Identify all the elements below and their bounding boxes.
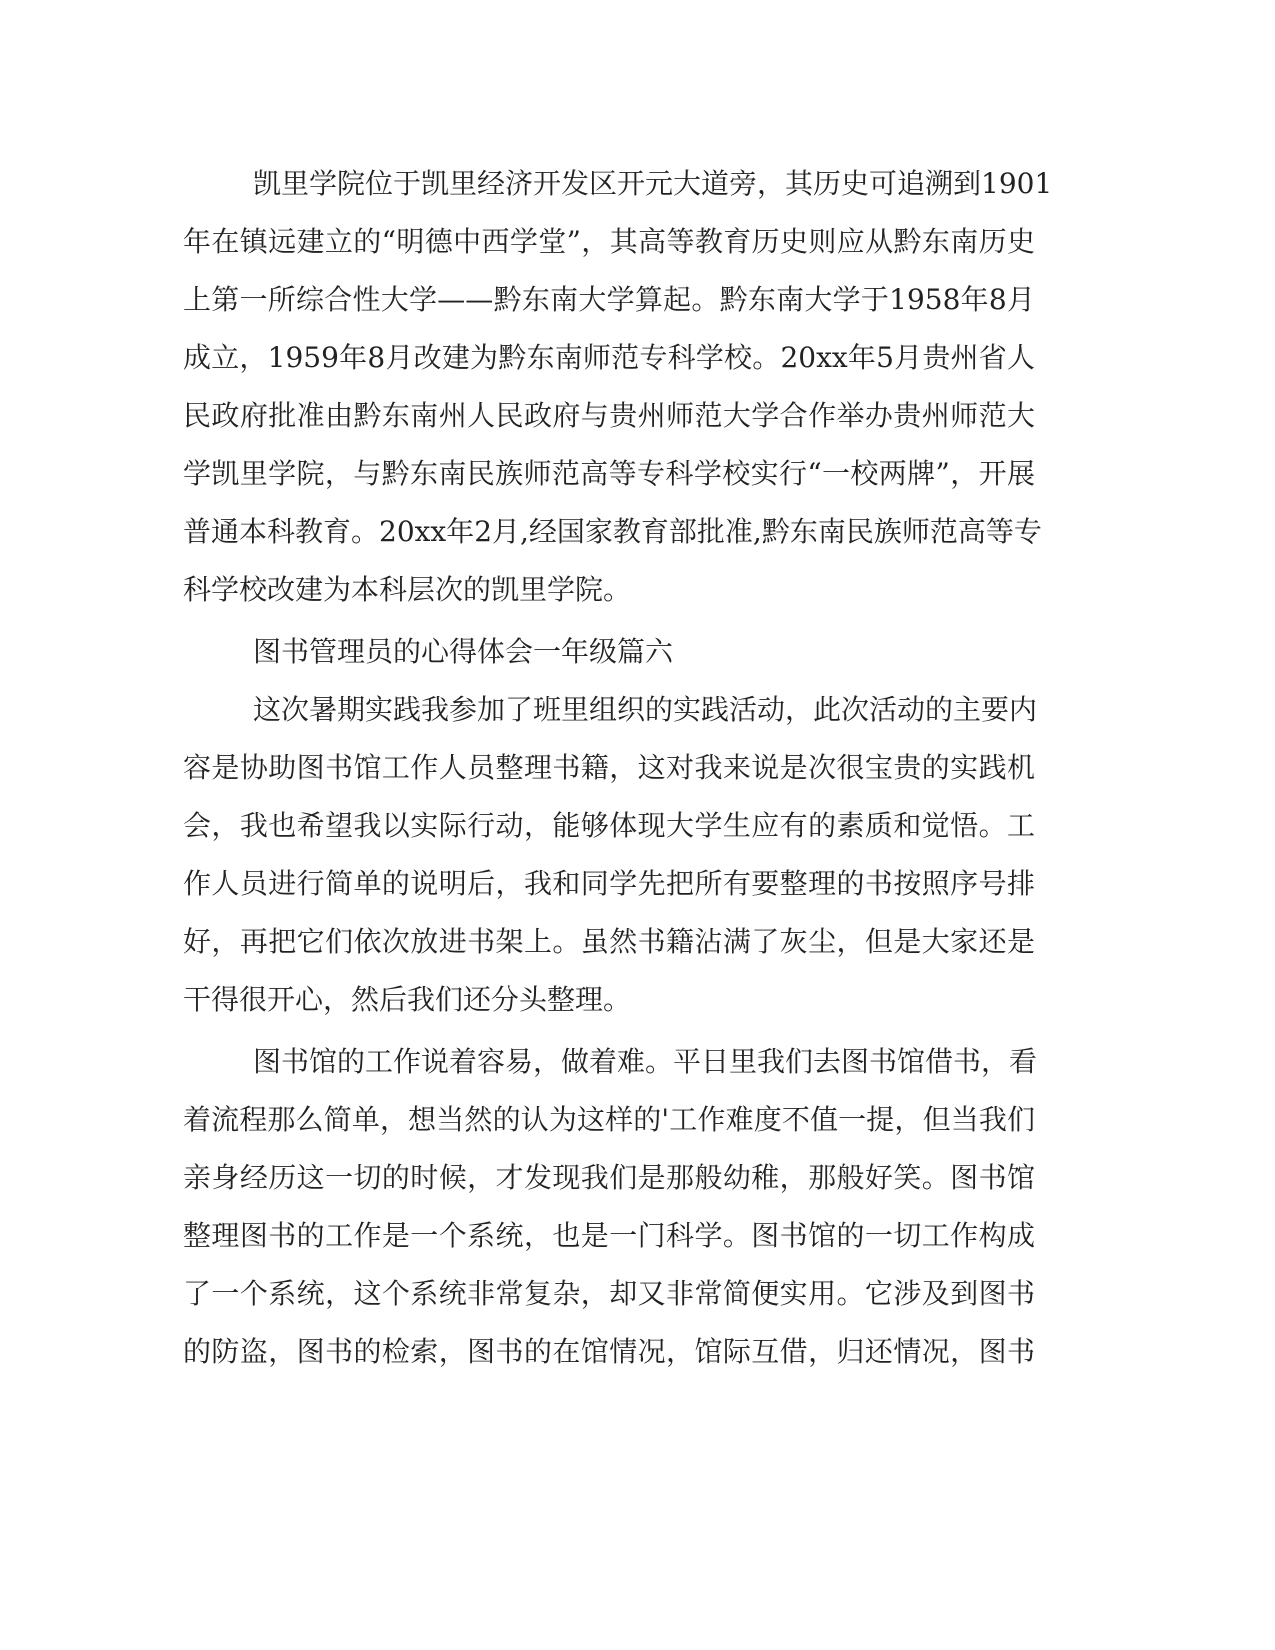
paragraph-3-line-3: 亲身经历这一切的时候，才发现我们是那般幼稚，那般好笑。图书馆 [183, 1161, 1035, 1194]
paragraph-2-line-5: 好，再把它们依次放进书架上。虽然书籍沾满了灰尘，但是大家还是 [183, 925, 1035, 958]
paragraph-1-line-5: 民政府批准由黔东南州人民政府与贵州师范大学合作举办贵州师范大 [183, 399, 1035, 432]
paragraph-3-line-4: 整理图书的工作是一个系统，也是一门科学。图书馆的一切工作构成 [183, 1219, 1035, 1252]
paragraph-1-line-4: 成立，1959年8月改建为黔东南师范专科学校。20xx年5月贵州省人 [183, 341, 1035, 374]
paragraph-1-line-2: 年在镇远建立的“明德中西学堂”，其高等教育历史则应从黔东南历史 [183, 225, 1035, 258]
paragraph-1-line-1: 凯里学院位于凯里经济开发区开元大道旁，其历史可追溯到1901 [253, 167, 1053, 200]
paragraph-3-line-5: 了一个系统，这个系统非常复杂，却又非常简便实用。它涉及到图书 [183, 1277, 1035, 1310]
paragraph-3-line-1: 图书馆的工作说着容易，做着难。平日里我们去图书馆借书，看 [253, 1045, 1038, 1078]
paragraph-1-line-3: 上第一所综合性大学——黔东南大学算起。黔东南大学于1958年8月 [183, 283, 1035, 316]
paragraph-3-line-2: 着流程那么简单，想当然的认为这样的'工作难度不值一提，但当我们 [183, 1103, 1035, 1136]
paragraph-2-line-3: 会，我也希望我以实际行动，能够体现大学生应有的素质和觉悟。工 [183, 809, 1035, 842]
paragraph-1-line-8: 科学校改建为本科层次的凯里学院。 [183, 573, 632, 606]
paragraph-2-line-2: 容是协助图书馆工作人员整理书籍，这对我来说是次很宝贵的实践机 [183, 751, 1035, 784]
paragraph-2-line-4: 作人员进行简单的说明后，我和同学先把所有要整理的书按照序号排 [183, 867, 1035, 900]
section-heading: 图书管理员的心得体会一年级篇六 [253, 635, 674, 668]
paragraph-1-line-6: 学凯里学院，与黔东南民族师范高等专科学校实行“一校两牌”，开展 [183, 457, 1035, 490]
paragraph-2-line-6: 干得很开心，然后我们还分头整理。 [183, 983, 632, 1016]
paragraph-3-line-6: 的防盗，图书的检索，图书的在馆情况，馆际互借，归还情况，图书 [183, 1335, 1035, 1368]
paragraph-1-line-7: 普通本科教育。20xx年2月,经国家教育部批准,黔东南民族师范高等专 [183, 515, 1042, 548]
paragraph-2-line-1: 这次暑期实践我参加了班里组织的实践活动，此次活动的主要内 [253, 693, 1038, 726]
